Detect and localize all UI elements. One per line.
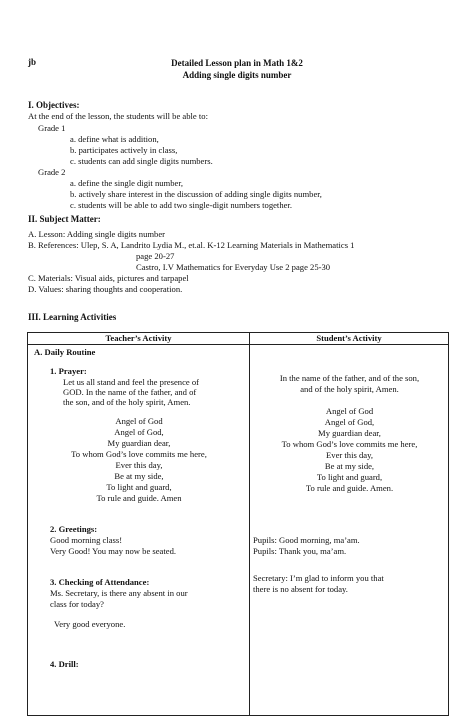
attendance-line: Ms. Secretary, is there any absent in our (50, 588, 188, 598)
greetings-line: Very Good! You may now be seated. (50, 546, 177, 556)
grade2-objective: b. actively share interest in the discussion of adding single digits number, (70, 189, 322, 199)
subject-references: B. References: Ulep, S. A, Landrito Lydia M., et.al. K-12 Learning Materials in Mathematics 1 (28, 240, 355, 250)
document-title: Detailed Lesson plan in Math 1&2 (171, 58, 303, 68)
drill-heading: 4. Drill: (50, 659, 79, 669)
student-prayer-line: Ever this day, (326, 450, 373, 460)
student-prayer-line: Angel of God (325, 406, 374, 416)
student-prayer-intro: In the name of the father, and of the son, (279, 373, 420, 383)
grade1-label: Grade 1 (38, 123, 66, 133)
student-prayer-line: Angel of God, (324, 417, 375, 427)
grade2-label: Grade 2 (38, 167, 66, 177)
subject-references-pages: page 20-27 (136, 251, 175, 261)
student-prayer-line: To whom God’s love commits me here, (281, 439, 418, 449)
grade1-objective: a. define what is addition, (70, 134, 159, 144)
greetings-heading: 2. Greetings: (50, 524, 98, 534)
grade2-objective: c. students will be able to add two single-digit numbers together. (70, 200, 292, 210)
grade1-objective: c. students can add single digits numbers. (70, 156, 213, 166)
prayer-intro-line: the son, and of the holy spirit, Amen. (63, 397, 191, 407)
subject-values: D. Values: sharing thoughts and cooperation. (28, 284, 183, 294)
subject-materials: C. Materials: Visual aids, pictures and tarpapel (28, 273, 189, 283)
daily-routine-heading: A. Daily Routine (34, 347, 96, 357)
student-prayer-line: To rule and guide. Amen. (305, 483, 394, 493)
subject-matter-heading: II. Subject Matter: (28, 214, 101, 224)
student-greetings-line: Pupils: Good morning, ma’am. (253, 535, 360, 545)
attendance-reply: Very good everyone. (54, 619, 126, 629)
author-initials: jb (28, 57, 37, 67)
subject-references-second: Castro, I.V Mathematics for Everyday Use 2 page 25-30 (136, 262, 331, 272)
prayer-line: To rule and guide. Amen (96, 493, 182, 503)
student-prayer-line: Be at my side, (324, 461, 375, 471)
greetings-line: Good morning class! (50, 535, 123, 545)
subject-lesson: A. Lesson: Adding single digits number (28, 229, 166, 239)
table-row (28, 345, 449, 716)
prayer-line: Angel of God, (114, 427, 164, 437)
table-header-row (28, 333, 449, 345)
document-subtitle: Adding single digits number (182, 70, 292, 80)
student-prayer-intro: and of the holy spirit, Amen. (300, 384, 399, 394)
prayer-heading: 1. Prayer: (50, 366, 87, 376)
student-attendance-line: there is no absent for today. (253, 584, 348, 594)
prayer-intro-line: Let us all stand and feel the presence of (63, 377, 200, 387)
student-activity-cell (250, 345, 449, 716)
grade1-objective: b. participates actively in class, (70, 145, 178, 155)
grade2-objective: a. define the single digit number, (70, 178, 184, 188)
student-greetings-line: Pupils: Thank you, ma’am. (253, 546, 347, 556)
prayer-line: Be at my side, (114, 471, 164, 481)
student-attendance-line: Secretary: I’m glad to inform you that (253, 573, 384, 583)
attendance-line: class for today? (50, 599, 104, 609)
attendance-heading: 3. Checking of Attendance: (50, 577, 150, 587)
learning-activities-table (27, 332, 449, 716)
prayer-line: To light and guard, (106, 482, 172, 492)
prayer-line: My guardian dear, (107, 438, 171, 448)
teacher-activity-cell (28, 345, 250, 716)
student-prayer-line: My guardian dear, (318, 428, 381, 438)
objectives-intro: At the end of the lesson, the students will be able to: (28, 111, 208, 121)
objectives-heading: I. Objectives: (28, 100, 80, 110)
prayer-line: Angel of God (115, 416, 163, 426)
student-prayer-line: To light and guard, (316, 472, 383, 482)
prayer-line: To whom God’s love commits me here, (71, 449, 207, 459)
teacher-activity-header: Teacher’s Activity (28, 333, 250, 345)
learning-activities-heading: III. Learning Activities (28, 312, 117, 322)
student-activity-header: Student’s Activity (250, 333, 449, 345)
prayer-intro-line: GOD. In the name of the father, and of (63, 387, 197, 397)
prayer-line: Ever this day, (115, 460, 163, 470)
